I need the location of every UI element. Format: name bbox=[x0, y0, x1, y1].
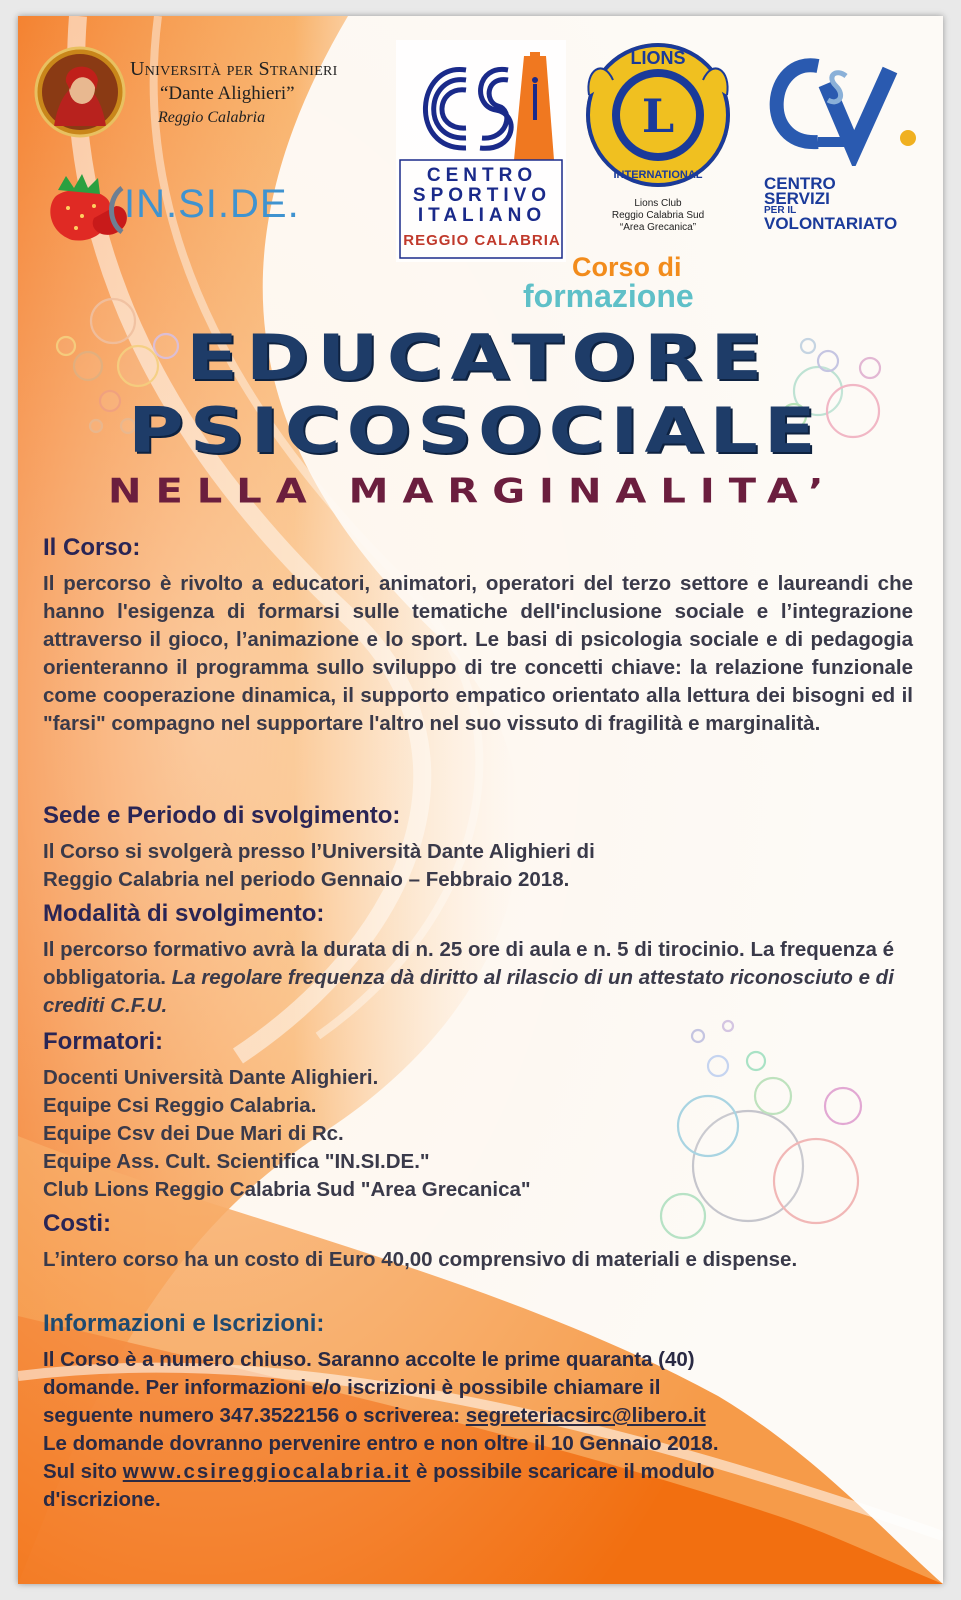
university-city: Reggio Calabria bbox=[158, 109, 266, 126]
inside-logo-text: IN.SI.DE. bbox=[124, 182, 300, 226]
university-name bbox=[130, 58, 400, 127]
corso-di-label: Corso di bbox=[572, 252, 682, 282]
info-line5-post: è possibile scaricare il modulo bbox=[410, 1460, 715, 1483]
csv-line1: CENTRO bbox=[764, 174, 836, 193]
formatori-item: Club Lions Reggio Calabria Sud "Area Grecanica" bbox=[43, 1178, 531, 1201]
csi-name-line2: SPORTIVO bbox=[412, 185, 552, 206]
section-heading-modalita: Modalità di svolgimento: bbox=[43, 900, 325, 927]
university-name-line1: Università per Stranieri bbox=[130, 58, 338, 80]
csv-name bbox=[764, 176, 934, 231]
website-link[interactable]: www.csireggiocalabria.it bbox=[122, 1460, 411, 1483]
formatori-item: Equipe Ass. Cult. Scientifica "IN.SI.DE." bbox=[43, 1150, 430, 1173]
formazione-label: formazione bbox=[523, 278, 694, 314]
csv-line3: PER IL bbox=[764, 205, 797, 216]
info-line5 bbox=[43, 1458, 913, 1486]
info-line1: Il Corso è a numero chiuso. Saranno accolte le prime quaranta (40) bbox=[43, 1348, 695, 1371]
info-line4: Le domande dovranno pervenire entro e non oltre il 10 Gennaio 2018. bbox=[43, 1432, 719, 1455]
section-text-corso: Il percorso è rivolto a educatori, animatori, operatori del terzo settore e laureandi che hanno l'esigenza di formarsi sulle tematiche dell'inclusione sociale e l’integrazione attraverso il gioco, l’animazione e lo sport. Le basi di psicologia sociale e di pedagogia orienteranno il programma sullo sviluppo di tre concetti chiave: la relazione funzionale come cooperazione dinamica, il supporto empatico orientato alla lettura dei bisogni ed il "farsi" compagno nel supportare l'altro nel suo vissuto di fragilità e marginalità. bbox=[43, 572, 913, 735]
modalita-text-italic: La regolare frequenza dà diritto al rilascio di un attestato riconosciuto e di crediti C.F.U. bbox=[43, 966, 894, 1017]
formatori-list bbox=[43, 1064, 913, 1204]
lions-center-letter: L bbox=[641, 89, 675, 143]
formatori-item: Equipe Csv dei Due Mari di Rc. bbox=[43, 1122, 344, 1145]
title-line1: EDUCATORE bbox=[186, 321, 771, 394]
lions-line1: Lions Club bbox=[634, 198, 682, 209]
section-text-costi: L’intero corso ha un costo di Euro 40,00 comprensivo di materiali e dispense. bbox=[43, 1248, 798, 1271]
university-name-line2: “Dante Alighieri” bbox=[160, 83, 295, 104]
university-seal-icon bbox=[34, 46, 126, 138]
sede-line2: Reggio Calabria nel periodo Gennaio – Febbraio 2018. bbox=[43, 868, 570, 891]
section-heading-corso: Il Corso: bbox=[43, 534, 141, 561]
info-line2: domande. Per informazioni e/o iscrizioni è possibile chiamare il bbox=[43, 1376, 661, 1399]
sede-line1: Il Corso si svolgerà presso l’Università Dante Alighieri di bbox=[43, 840, 595, 863]
email-link[interactable]: segreteriacsirc@libero.it bbox=[465, 1404, 706, 1427]
csv-logo-icon bbox=[748, 46, 918, 166]
lions-logo-icon bbox=[583, 40, 733, 190]
section-text-info bbox=[43, 1346, 913, 1514]
title-line2: PSICOSOCIALE bbox=[128, 394, 822, 467]
info-line3 bbox=[43, 1402, 913, 1430]
info-line3-text: seguente numero 347.3522156 o scriverea: bbox=[43, 1404, 466, 1427]
lions-ring-top: LIONS bbox=[630, 48, 686, 68]
formatori-item: Equipe Csi Reggio Calabria. bbox=[43, 1094, 317, 1117]
csi-city: REGGIO CALABRIA bbox=[403, 232, 561, 249]
section-text-sede bbox=[43, 838, 913, 894]
csi-name-line3: ITALIANO bbox=[417, 205, 547, 226]
lions-line3: “Area Grecanica” bbox=[619, 222, 697, 233]
modalita-text-normal: Il percorso formativo avrà la durata di n. 25 ore di aula e n. 5 di tirocinio. La frequenza é obbligatoria. bbox=[43, 938, 894, 989]
section-text-modalita bbox=[43, 936, 913, 1020]
lions-ring-bottom: INTERNATIONAL bbox=[613, 169, 703, 181]
section-heading-sede: Sede e Periodo di svolgimento: bbox=[43, 802, 401, 829]
lions-line2: Reggio Calabria Sud bbox=[611, 210, 705, 221]
info-line6: d'iscrizione. bbox=[43, 1488, 161, 1511]
poster bbox=[18, 16, 943, 1584]
csv-line4: VOLONTARIATO bbox=[764, 214, 898, 233]
csi-name-line1: CENTRO bbox=[426, 165, 538, 186]
info-line5-pre: Sul sito bbox=[43, 1460, 123, 1483]
formatori-item: Docenti Università Dante Alighieri. bbox=[43, 1066, 379, 1089]
section-heading-info: Informazioni e Iscrizioni: bbox=[43, 1310, 325, 1337]
section-heading-costi: Costi: bbox=[43, 1210, 111, 1237]
csi-name bbox=[402, 166, 562, 226]
subtitle: NELLA MARGINALITA’ bbox=[108, 472, 838, 512]
section-heading-formatori: Formatori: bbox=[43, 1028, 163, 1055]
lions-club-name bbox=[578, 198, 738, 234]
csi-logo-icon bbox=[396, 40, 566, 262]
csv-line2: SERVIZI bbox=[764, 189, 830, 208]
